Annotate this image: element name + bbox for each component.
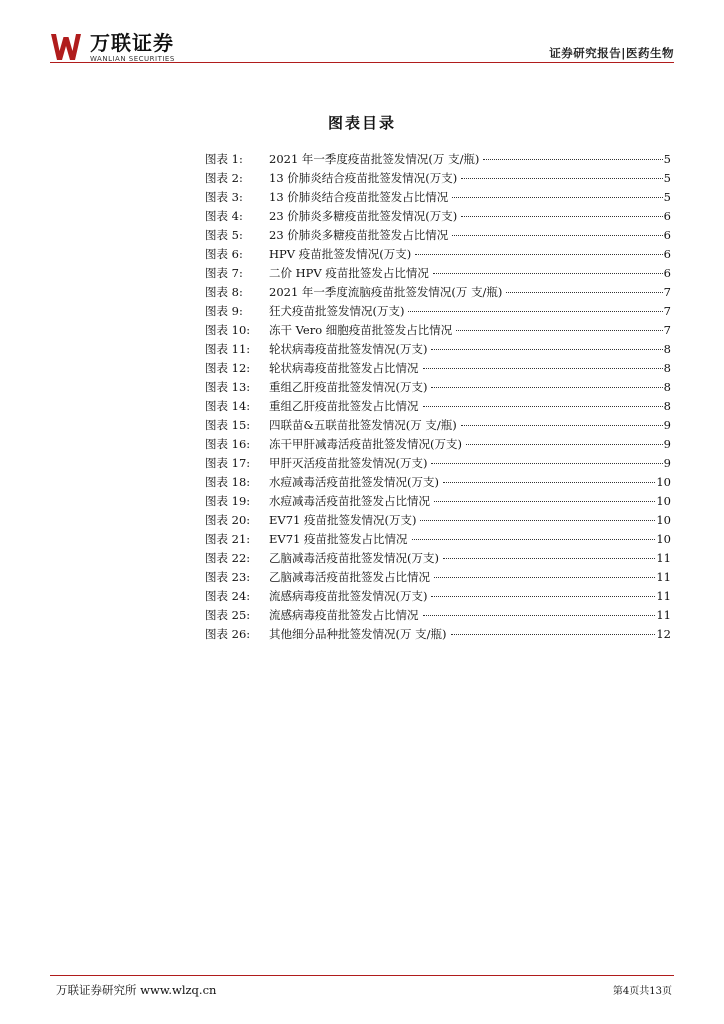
toc-entry-title: 2021 年一季度流脑疫苗批签发情况(万 支/瓶): [269, 285, 503, 299]
toc-entry-label: 图表 6:: [205, 247, 243, 261]
toc-entry[interactable]: [205, 245, 671, 264]
toc-entry[interactable]: [205, 587, 671, 606]
toc-entry[interactable]: [205, 606, 671, 625]
toc-entry-page: 8: [663, 399, 671, 413]
toc-entry-title: 23 价肺炎多糖疫苗批签发情况(万支): [269, 209, 458, 223]
toc-entry-page: 5: [663, 152, 671, 166]
toc-dot-leader: [452, 234, 662, 236]
toc-entry-label: 图表 23:: [205, 570, 251, 584]
toc-title: 图表目录: [327, 114, 396, 132]
toc-entry-title: 水痘减毒活疫苗批签发情况(万支): [269, 475, 439, 489]
toc-dot-leader: [412, 538, 656, 540]
toc-entry-label: 图表 1:: [205, 152, 243, 166]
toc-entry-page: 9: [663, 437, 671, 451]
toc-entry[interactable]: [205, 207, 671, 226]
footer-source: 万联证券研究所 www.wlzq.cn: [56, 983, 217, 997]
toc-entry-label: 图表 10:: [205, 323, 251, 337]
toc-entry[interactable]: [205, 416, 671, 435]
toc-entry-label: 图表 15:: [205, 418, 251, 432]
toc-entry-page: 12: [656, 627, 671, 641]
toc-entry-label: 图表 24:: [205, 589, 251, 603]
toc-dot-leader: [443, 481, 655, 483]
footer-divider: [50, 975, 674, 976]
toc-entry-label: 图表 16:: [205, 437, 251, 451]
toc-dot-leader: [431, 386, 662, 388]
toc-entry[interactable]: [205, 188, 671, 207]
toc-entry-page: 6: [663, 209, 671, 223]
toc-entry-title: 13 价肺炎结合疫苗批签发占比情况: [269, 190, 449, 204]
toc-entry-page: 10: [656, 532, 671, 546]
toc-dot-leader: [420, 519, 655, 521]
toc-dot-leader: [461, 177, 662, 179]
toc-entry-label: 图表 13:: [205, 380, 251, 394]
toc-entry-label: 图表 26:: [205, 627, 251, 641]
toc-entry[interactable]: [205, 378, 671, 397]
toc-dot-leader: [434, 576, 655, 578]
toc-dot-leader: [483, 158, 662, 160]
toc-entry-title: 水痘减毒活疫苗批签发占比情况: [269, 494, 430, 508]
toc-entry[interactable]: [205, 169, 671, 188]
toc-dot-leader: [434, 500, 655, 502]
toc-entry-title: 23 价肺炎多糖疫苗批签发占比情况: [269, 228, 449, 242]
toc-dot-leader: [423, 614, 656, 616]
toc-entry[interactable]: [205, 625, 671, 644]
toc-entry-page: 6: [663, 266, 671, 280]
company-logo: [50, 32, 190, 64]
toc-entry[interactable]: [205, 340, 671, 359]
toc-entry-label: 图表 21:: [205, 532, 251, 546]
wanlian-logo-icon: [50, 32, 84, 62]
toc-dot-leader: [461, 215, 662, 217]
toc-entry-page: 6: [663, 247, 671, 261]
toc-entry-page: 9: [663, 456, 671, 470]
toc-entry[interactable]: [205, 226, 671, 245]
toc-dot-leader: [423, 405, 663, 407]
toc-entry-label: 图表 11:: [205, 342, 251, 356]
toc-entry-label: 图表 17:: [205, 456, 251, 470]
toc-entry-label: 图表 7:: [205, 266, 243, 280]
toc-entry-title: 冻干 Vero 细胞疫苗批签发占比情况: [269, 323, 453, 337]
toc-entry-title: EV71 疫苗批签发占比情况: [269, 532, 408, 546]
toc-entry-page: 10: [656, 513, 671, 527]
logo-english-name: WANLIAN SECURITIES: [90, 55, 175, 63]
toc-dot-leader: [461, 424, 663, 426]
toc-dot-leader: [433, 272, 663, 274]
toc-dot-leader: [506, 291, 662, 293]
toc-entry-title: 四联苗&五联苗批签发情况(万 支/瓶): [269, 418, 457, 432]
toc-dot-leader: [415, 253, 662, 255]
toc-entry-page: 10: [656, 475, 671, 489]
toc-entry-label: 图表 5:: [205, 228, 243, 242]
toc-entry-title: 流感病毒疫苗批签发占比情况: [269, 608, 419, 622]
toc-entry-label: 图表 4:: [205, 209, 243, 223]
toc-entry[interactable]: [205, 435, 671, 454]
toc-entry-label: 图表 8:: [205, 285, 243, 299]
toc-entry[interactable]: [205, 359, 671, 378]
toc-entry-label: 图表 14:: [205, 399, 251, 413]
toc-dot-leader: [466, 443, 663, 445]
toc-entry-title: 轮状病毒疫苗批签发占比情况: [269, 361, 419, 375]
toc-entry-page: 9: [663, 418, 671, 432]
toc-entry-title: HPV 疫苗批签发情况(万支): [269, 247, 412, 261]
toc-entry[interactable]: [205, 397, 671, 416]
header-divider: [50, 62, 674, 63]
toc-dot-leader: [408, 310, 662, 312]
toc-entry-title: 乙脑减毒活疫苗批签发占比情况: [269, 570, 430, 584]
toc-entry-title: 13 价肺炎结合疫苗批签发情况(万支): [269, 171, 458, 185]
logo-chinese-name: 万联证券: [90, 31, 174, 55]
toc-entry-title: 流感病毒疫苗批签发情况(万支): [269, 589, 428, 603]
toc-entry-page: 11: [656, 551, 671, 565]
toc-entry-page: 7: [663, 304, 671, 318]
toc-entry-title: 乙脑减毒活疫苗批签发情况(万支): [269, 551, 439, 565]
toc-dot-leader: [431, 462, 662, 464]
toc-entry-page: 11: [656, 589, 671, 603]
toc-dot-leader: [431, 348, 662, 350]
toc-entry-page: 10: [656, 494, 671, 508]
toc-dot-leader: [423, 367, 663, 369]
toc-entry[interactable]: [205, 454, 671, 473]
toc-dot-leader: [451, 633, 656, 635]
toc-entry[interactable]: [205, 150, 671, 169]
toc-entry[interactable]: [205, 473, 671, 492]
toc-entry-title: 重组乙肝疫苗批签发占比情况: [269, 399, 419, 413]
toc-entry-title: 其他细分品种批签发情况(万 支/瓶): [269, 627, 447, 641]
toc-entry-label: 图表 3:: [205, 190, 243, 204]
toc-entry-label: 图表 12:: [205, 361, 251, 375]
toc-entry-page: 11: [656, 570, 671, 584]
toc-entry-label: 图表 9:: [205, 304, 243, 318]
toc-entry-page: 8: [663, 380, 671, 394]
toc-entry-page: 8: [663, 342, 671, 356]
page-number: 第4页共13页: [612, 986, 672, 997]
toc-entry-label: 图表 22:: [205, 551, 251, 565]
toc-entry-page: 6: [663, 228, 671, 242]
toc-entry-label: 图表 2:: [205, 171, 243, 185]
toc-entry-label: 图表 25:: [205, 608, 251, 622]
toc-entry[interactable]: [205, 568, 671, 587]
toc-entry-title: 二价 HPV 疫苗批签发占比情况: [269, 266, 429, 280]
toc-entry-title: EV71 疫苗批签发情况(万支): [269, 513, 417, 527]
toc-entry-label: 图表 20:: [205, 513, 251, 527]
toc-entry-label: 图表 18:: [205, 475, 251, 489]
toc-entry[interactable]: [205, 511, 671, 530]
toc-entry[interactable]: [205, 283, 671, 302]
report-type: 证券研究报告|医药生物: [549, 46, 674, 60]
toc-entry[interactable]: [205, 321, 671, 340]
toc-entry-page: 5: [663, 171, 671, 185]
toc-entry-title: 重组乙肝疫苗批签发情况(万支): [269, 380, 428, 394]
toc-dot-leader: [443, 557, 655, 559]
toc-entry-label: 图表 19:: [205, 494, 251, 508]
toc-entry-title: 甲肝灭活疫苗批签发情况(万支): [269, 456, 428, 470]
toc-entry[interactable]: [205, 302, 671, 321]
page-header: [0, 0, 724, 64]
toc-entry-title: 冻干甲肝减毒活疫苗批签发情况(万支): [269, 437, 462, 451]
toc-dot-leader: [452, 196, 662, 198]
toc-entry-title: 轮状病毒疫苗批签发情况(万支): [269, 342, 428, 356]
toc-entry-title: 2021 年一季度疫苗批签发情况(万 支/瓶): [269, 152, 480, 166]
toc-entry-title: 狂犬疫苗批签发情况(万支): [269, 304, 405, 318]
toc-entry[interactable]: [205, 492, 671, 511]
toc-dot-leader: [456, 329, 662, 331]
toc-entry[interactable]: [205, 264, 671, 283]
table-of-figures: [205, 150, 671, 644]
toc-dot-leader: [431, 595, 655, 597]
toc-entry-page: 8: [663, 361, 671, 375]
toc-entry[interactable]: [205, 530, 671, 549]
toc-entry[interactable]: [205, 549, 671, 568]
toc-entry-page: 5: [663, 190, 671, 204]
toc-entry-page: 11: [656, 608, 671, 622]
toc-entry-page: 7: [663, 285, 671, 299]
toc-entry-page: 7: [663, 323, 671, 337]
